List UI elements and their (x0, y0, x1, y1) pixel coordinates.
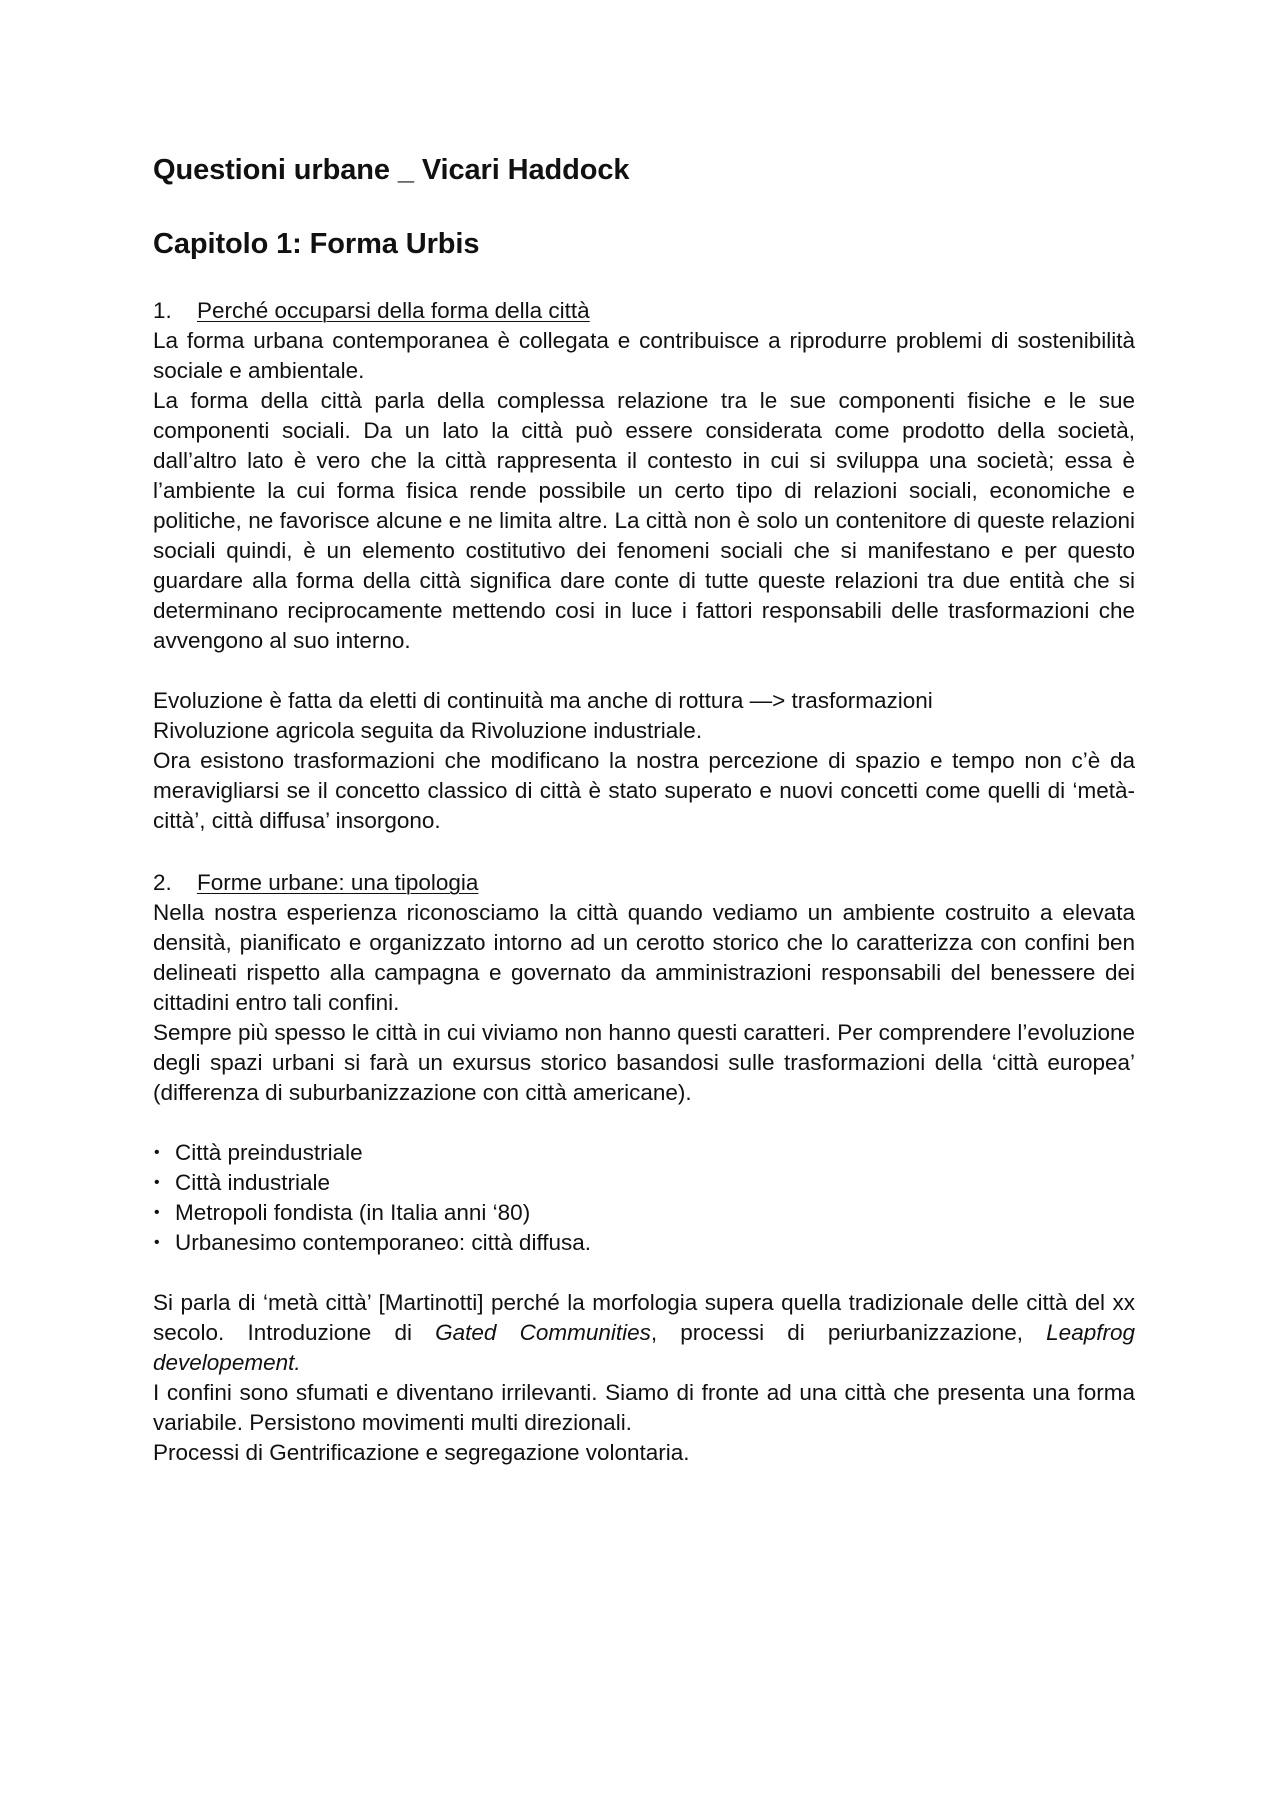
bullet-icon: • (154, 1144, 160, 1161)
city-types-list (153, 1138, 1135, 1258)
gated-communities-term: Gated Communities (435, 1320, 651, 1345)
section-2-paragraph-1: Nella nostra esperienza riconosciamo la città quando vediamo un ambiente costruito a elevata densità, pianificato e organizzato intorno ad un cerotto storico che lo caratterizza con confini ben delineati rispetto alla campagna e governato da amministrazioni responsabili del benessere dei cittadini entro tali confini. (153, 900, 1135, 1015)
list-item: • Urbanesimo contemporaneo: città diffusa. (153, 1228, 1135, 1258)
section-2-title: Forme urbane: una tipologia (197, 870, 479, 895)
section-2-heading (153, 868, 1135, 898)
section-1-paragraph-1: La forma urbana contemporanea è collegata e contribuisce a riprodurre problemi di sostenibilità sociale e ambientale. (153, 328, 1135, 383)
document-page (153, 150, 1135, 1468)
section-2-paragraph-3: Si parla di ‘metà città’ [Martinotti] perché la morfologia supera quella tradizionale delle città del xx secolo. Introduzione di Gated Communities, processi di periurbanizzazione, Leapfrog developement. (153, 1290, 1135, 1375)
list-item: • Città industriale (153, 1168, 1135, 1198)
section-1-paragraph-3: Evoluzione è fatta da eletti di continuità ma anche di rottura —> trasformazioni (153, 688, 933, 713)
section-1-paragraph-2: La forma della città parla della complessa relazione tra le sue componenti fisiche e le sue componenti sociali. Da un lato la città può essere considerata come prodotto della società, dall’altro lato è vero che la città rappresenta il contesto in cui si sviluppa una società; essa è l’ambiente la cui forma fisica rende possibile un certo tipo di relazioni sociali, economiche e politiche, ne favorisce alcune e ne limita altre. La città non è solo un contenitore di queste relazioni sociali quindi, è un elemento costitutivo dei fenomeni sociali che si manifestano e per questo guardare alla forma della città significa dare conte di tutte queste relazioni tra due entità che si determinano reciprocamente mettendo cosi in luce i fattori responsabili delle trasformazioni che avvengono al suo interno. (153, 388, 1135, 653)
leapfrog-term: Leapfrog developement. (153, 1320, 1135, 1375)
section-1-heading (153, 296, 1135, 326)
bullet-icon: • (154, 1204, 160, 1221)
section-1-title: Perché occuparsi della forma della città (197, 298, 590, 323)
document-title: Questioni urbane _ Vicari Haddock (153, 154, 630, 186)
section-1-paragraph-4: Rivoluzione agricola seguita da Rivoluzione industriale. (153, 718, 703, 743)
section-1-number: 1. (153, 298, 172, 323)
chapter-title: Capitolo 1: Forma Urbis (153, 228, 480, 260)
bullet-icon: • (154, 1234, 160, 1251)
section-2-paragraph-5: Processi di Gentrificazione e segregazione volontaria. (153, 1440, 690, 1465)
bullet-icon: • (154, 1174, 160, 1191)
section-2-paragraph-4: I confini sono sfumati e diventano irrilevanti. Siamo di fronte ad una città che presenta una forma variabile. Persistono movimenti multi direzionali. (153, 1380, 1135, 1435)
section-1-paragraph-5: Ora esistono trasformazioni che modificano la nostra percezione di spazio e tempo non c’è da meravigliarsi se il concetto classico di città è stato superato e nuovi concetti come quelli di ‘metà-città’, città diffusa’ insorgono. (153, 748, 1135, 833)
section-2-number: 2. (153, 870, 172, 895)
list-item: • Città preindustriale (153, 1138, 1135, 1168)
section-2-paragraph-2: Sempre più spesso le città in cui viviamo non hanno questi caratteri. Per comprendere l’evoluzione degli spazi urbani si farà un exursus storico basandosi sulle trasformazioni della ‘città europea’ (differenza di suburbanizzazione con città americane). (153, 1020, 1135, 1105)
list-item: • Metropoli fondista (in Italia anni ‘80) (153, 1198, 1135, 1228)
